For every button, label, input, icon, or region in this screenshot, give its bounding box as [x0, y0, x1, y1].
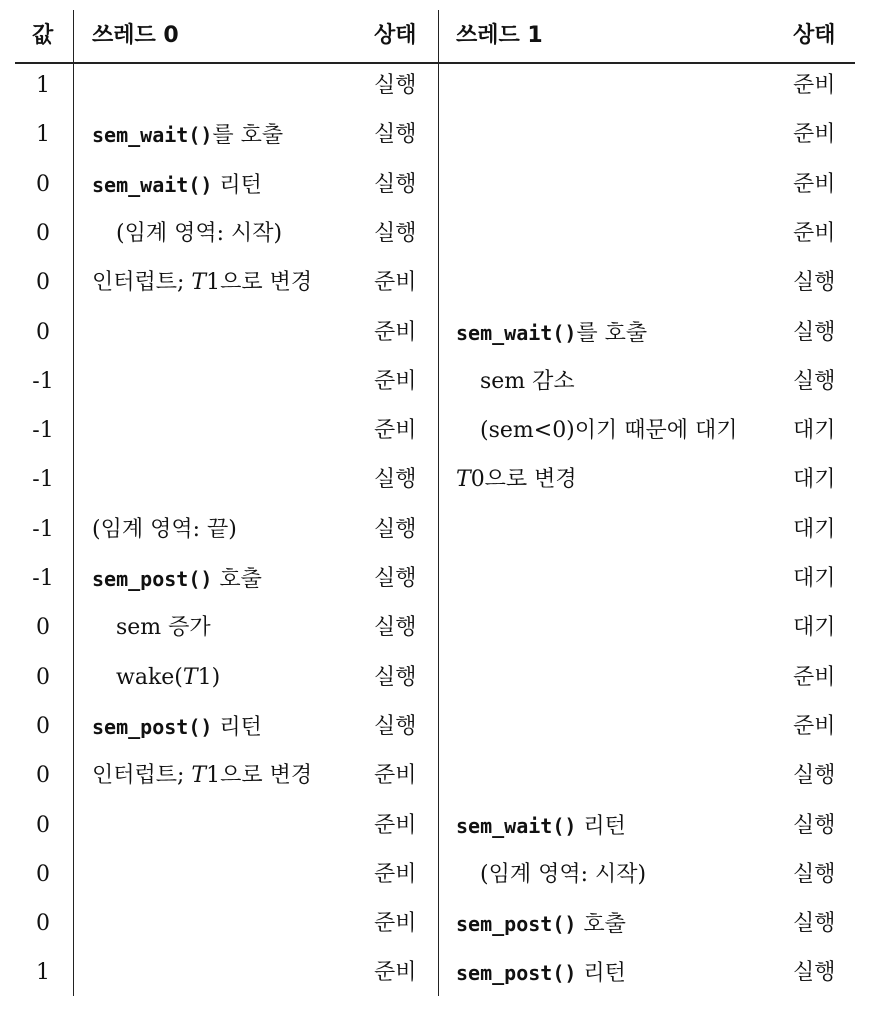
row-state0: 실행: [374, 615, 417, 640]
header-state0: 상태: [374, 23, 417, 48]
row-state0: 실행: [374, 122, 417, 147]
row-state0: 실행: [374, 714, 417, 739]
row-value: 1: [36, 122, 50, 147]
row-thread1-action-part: (sem<0)이기 때문에 대기: [480, 418, 738, 443]
row-thread0-action: [92, 712, 262, 743]
row-state1: 실행: [793, 813, 836, 838]
row-value: 0: [36, 221, 50, 246]
row-thread0-action-part: T: [191, 763, 207, 788]
row-thread1-action-part: 리턴: [576, 814, 626, 839]
row-state0: 준비: [374, 960, 417, 985]
row-state1: 실행: [793, 369, 836, 394]
row-state0: 준비: [374, 813, 417, 838]
row-state1: 실행: [793, 270, 836, 295]
row-state0: 실행: [374, 172, 417, 197]
row-value: 0: [36, 763, 50, 788]
row-thread0-action: [92, 515, 237, 545]
row-state1: 대기: [793, 418, 836, 443]
row-value: -1: [32, 369, 54, 394]
row-thread1-action: [456, 465, 577, 495]
row-state1: 실행: [793, 763, 836, 788]
header-thread0: 쓰레드 0: [92, 23, 179, 48]
row-thread1-action-part: sem_post(): [456, 912, 577, 936]
row-state0: 준비: [374, 911, 417, 936]
row-state0: 실행: [374, 566, 417, 591]
row-thread1-action: [456, 318, 647, 349]
row-state0: 실행: [374, 517, 417, 542]
row-state1: 대기: [793, 566, 836, 591]
row-value: 0: [36, 911, 50, 936]
row-thread0-action-part: (임계 영역: 시작): [116, 221, 283, 246]
row-value: -1: [32, 517, 54, 542]
row-thread0-action-part: wake(: [116, 665, 183, 690]
row-state1: 준비: [793, 73, 836, 98]
row-thread0-action-part: sem_post(): [92, 567, 213, 591]
row-thread0-action-part: 리턴: [212, 715, 262, 740]
row-value: 0: [36, 813, 50, 838]
header-state1: 상태: [793, 23, 836, 48]
row-state0: 실행: [374, 73, 417, 98]
row-thread0-action-part: 1으로 변경: [206, 763, 313, 788]
row-thread1-action-part: T: [456, 467, 471, 492]
row-thread0-action-part: T: [182, 665, 198, 690]
row-thread0-action-part: 호출: [212, 567, 262, 592]
row-value: 0: [36, 615, 50, 640]
row-thread0-action-part: sem 증가: [116, 615, 211, 640]
row-thread1-action-part: sem_wait(): [456, 321, 577, 345]
header-value: 값: [32, 23, 54, 48]
row-state0: 준비: [374, 369, 417, 394]
row-thread1-action-part: 호출: [576, 912, 626, 937]
row-state1: 대기: [793, 517, 836, 542]
row-thread0-action-part: 1): [197, 665, 221, 690]
row-thread0-action: [116, 219, 282, 249]
row-state0: 실행: [374, 665, 417, 690]
row-state1: 준비: [793, 172, 836, 197]
row-thread1-action-part: sem_post(): [456, 961, 577, 985]
row-value: 1: [36, 73, 50, 98]
row-thread0-action: [116, 613, 211, 643]
row-state0: 실행: [374, 467, 417, 492]
row-thread1-action-part: 를 호출: [576, 321, 648, 346]
row-state1: 준비: [793, 122, 836, 147]
row-state1: 준비: [793, 714, 836, 739]
row-state1: 준비: [793, 221, 836, 246]
row-thread1-action-part: 0으로 변경: [470, 467, 577, 492]
row-state0: 준비: [374, 862, 417, 887]
row-state0: 실행: [374, 221, 417, 246]
row-thread0-action-part: 를 호출: [212, 123, 284, 148]
row-thread0-action-part: sem_wait(): [92, 173, 213, 197]
row-thread0-action-part: 리턴: [212, 173, 262, 198]
row-thread0-action-part: 1으로 변경: [206, 270, 313, 295]
row-state0: 준비: [374, 320, 417, 345]
row-thread1-action: [456, 811, 626, 842]
row-state1: 실행: [793, 911, 836, 936]
row-thread0-action-part: sem_post(): [92, 715, 213, 739]
vertical-rule-middle: [438, 10, 439, 996]
row-state1: 실행: [793, 960, 836, 985]
row-thread0-action-part: 인터럽트;: [92, 763, 192, 788]
row-state0: 준비: [374, 418, 417, 443]
row-thread1-action-part: 리턴: [576, 961, 626, 986]
row-state0: 준비: [374, 763, 417, 788]
row-thread0-action: [116, 663, 220, 693]
row-value: 0: [36, 665, 50, 690]
vertical-rule-left: [73, 10, 74, 996]
row-thread0-action-part: (임계 영역: 끝): [92, 517, 237, 542]
row-thread1-action: [480, 860, 646, 890]
header-rule: [15, 62, 855, 64]
row-state1: 대기: [793, 467, 836, 492]
row-thread0-action: [92, 761, 312, 791]
row-thread1-action: [480, 367, 575, 397]
row-state1: 실행: [793, 862, 836, 887]
row-thread0-action-part: 인터럽트;: [92, 270, 192, 295]
row-value: 0: [36, 172, 50, 197]
row-thread1-action-part: sem 감소: [480, 369, 575, 394]
row-state1: 실행: [793, 320, 836, 345]
row-value: 0: [36, 270, 50, 295]
row-thread1-action: [456, 958, 626, 989]
row-value: -1: [32, 467, 54, 492]
row-thread0-action-part: sem_wait(): [92, 123, 213, 147]
row-thread0-action: [92, 170, 262, 201]
row-thread1-action-part: (임계 영역: 시작): [480, 862, 647, 887]
row-thread0-action-part: T: [191, 270, 207, 295]
row-value: 1: [36, 960, 50, 985]
row-value: 0: [36, 714, 50, 739]
row-thread1-action: [480, 416, 738, 446]
row-value: -1: [32, 566, 54, 591]
row-state1: 준비: [793, 665, 836, 690]
row-thread1-action: [456, 909, 626, 940]
row-value: 0: [36, 320, 50, 345]
row-value: -1: [32, 418, 54, 443]
row-value: 0: [36, 862, 50, 887]
row-thread0-action: [92, 120, 283, 151]
row-thread1-action-part: sem_wait(): [456, 814, 577, 838]
row-thread0-action: [92, 268, 312, 298]
row-thread0-action: [92, 564, 262, 595]
row-state0: 준비: [374, 270, 417, 295]
header-thread1: 쓰레드 1: [456, 23, 543, 48]
row-state1: 대기: [793, 615, 836, 640]
